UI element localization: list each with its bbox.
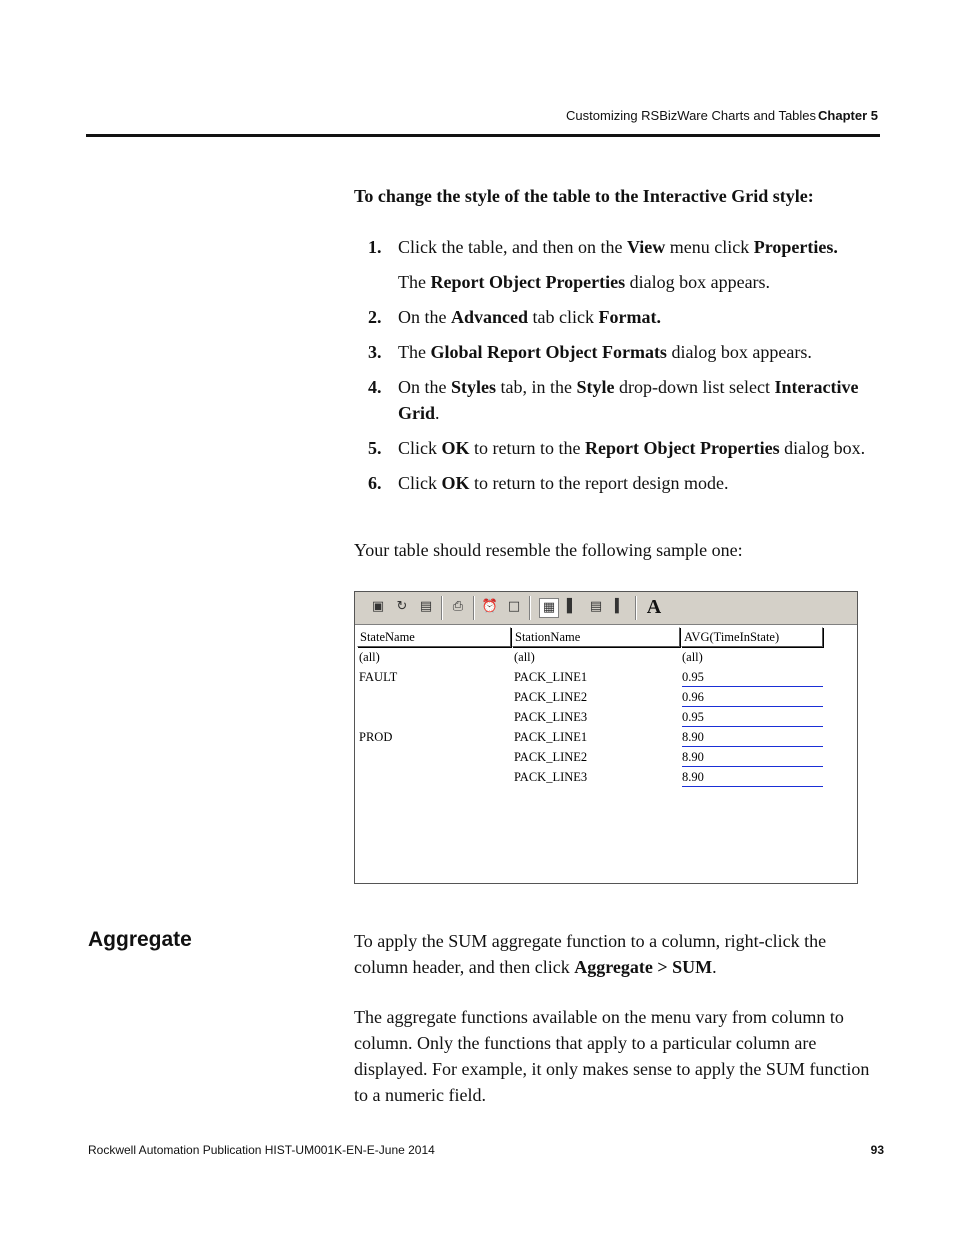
- grid-body: [355, 625, 857, 883]
- grid-cell[interactable]: (all): [682, 650, 703, 664]
- grid-cell-link[interactable]: 0.95: [682, 708, 823, 727]
- print-icon[interactable]: ⎙: [452, 599, 464, 614]
- step-3: 3. The Global Report Object Formats dialog box appears.: [368, 342, 812, 362]
- grid-cell[interactable]: PACK_LINE1: [514, 670, 588, 684]
- toolbar-separator: [441, 596, 443, 620]
- grid-cell-link[interactable]: 0.96: [682, 688, 823, 707]
- export-icon[interactable]: ▤: [419, 599, 433, 614]
- step-6: 6. Click OK to return to the report design mode.: [368, 473, 729, 493]
- font-icon[interactable]: A: [646, 596, 662, 618]
- bar-chart-icon[interactable]: ▌: [567, 599, 577, 614]
- steps-list: [354, 234, 874, 496]
- refresh-icon[interactable]: ↻: [396, 599, 408, 614]
- step-5: 5. Click OK to return to the Report Object Properties dialog box.: [368, 438, 866, 458]
- grid-cell[interactable]: PACK_LINE3: [514, 710, 588, 724]
- header-rule: [86, 134, 880, 137]
- page-number: 93: [870, 1143, 884, 1157]
- column-header-avg-timeinstate[interactable]: AVG(TimeInState): [681, 627, 823, 647]
- step-2: 2. On the Advanced tab click Format.: [368, 307, 661, 327]
- step-4: 4. On the Styles tab, in the Style drop-down list select Interactive Grid.: [368, 377, 859, 423]
- section-title-aggregate: Aggregate: [88, 928, 192, 951]
- grid-cell[interactable]: PACK_LINE2: [514, 690, 588, 704]
- grid-icon[interactable]: ▦: [539, 598, 559, 618]
- toolbar-separator: [635, 596, 637, 620]
- resemble-text: Your table should resemble the following sample one:: [354, 540, 743, 560]
- grid-cell[interactable]: (all): [359, 650, 380, 664]
- header-chapter: Chapter 5: [818, 108, 878, 123]
- toolbar-separator: [473, 596, 475, 620]
- grid-cell[interactable]: (all): [514, 650, 535, 664]
- grid-cell-link[interactable]: 8.90: [682, 768, 823, 787]
- hbar-chart-icon[interactable]: ▤: [589, 599, 603, 614]
- header-text: Customizing RSBizWare Charts and Tables: [566, 108, 817, 123]
- grid-cell-link[interactable]: 0.95: [682, 668, 823, 687]
- grid-cell-link[interactable]: 8.90: [682, 748, 823, 767]
- grid-cell[interactable]: PROD: [359, 730, 393, 744]
- grid-cell-link[interactable]: 8.90: [682, 728, 823, 747]
- frame-icon[interactable]: □: [507, 599, 521, 614]
- procedure-title: To change the style of the table to the Interactive Grid style:: [354, 186, 814, 206]
- save-icon[interactable]: ▣: [371, 599, 385, 614]
- step-1-note: The Report Object Properties dialog box appears.: [398, 272, 771, 292]
- column-header-statename[interactable]: StateName: [357, 627, 511, 647]
- footer-publication: Rockwell Automation Publication HIST-UM001K-EN-E-June 2014: [88, 1143, 435, 1157]
- running-header: [566, 108, 878, 123]
- grid-cell[interactable]: PACK_LINE1: [514, 730, 588, 744]
- interactive-grid-screenshot: [354, 591, 858, 884]
- schedule-icon[interactable]: ⏰: [481, 599, 499, 614]
- grid-cell[interactable]: PACK_LINE2: [514, 750, 588, 764]
- toolbar-separator: [529, 596, 531, 620]
- step-1: 1. Click the table, and then on the View menu click Properties.: [368, 237, 838, 257]
- grid-cell[interactable]: PACK_LINE3: [514, 770, 588, 784]
- grid-toolbar: [355, 592, 857, 625]
- grid-cell[interactable]: FAULT: [359, 670, 398, 684]
- column-chart-icon[interactable]: ▍: [615, 599, 625, 614]
- column-header-stationname[interactable]: StationName: [512, 627, 680, 647]
- aggregate-paragraph-1: To apply the SUM aggregate function to a column, right-click the column header, and then click Aggregate > SUM.: [354, 931, 827, 977]
- aggregate-paragraph-2: The aggregate functions available on the menu vary from column to column. Only the functions that apply to a particular column are displayed. For example, it only makes sense to apply the SUM function to a numeric field.: [354, 1007, 870, 1105]
